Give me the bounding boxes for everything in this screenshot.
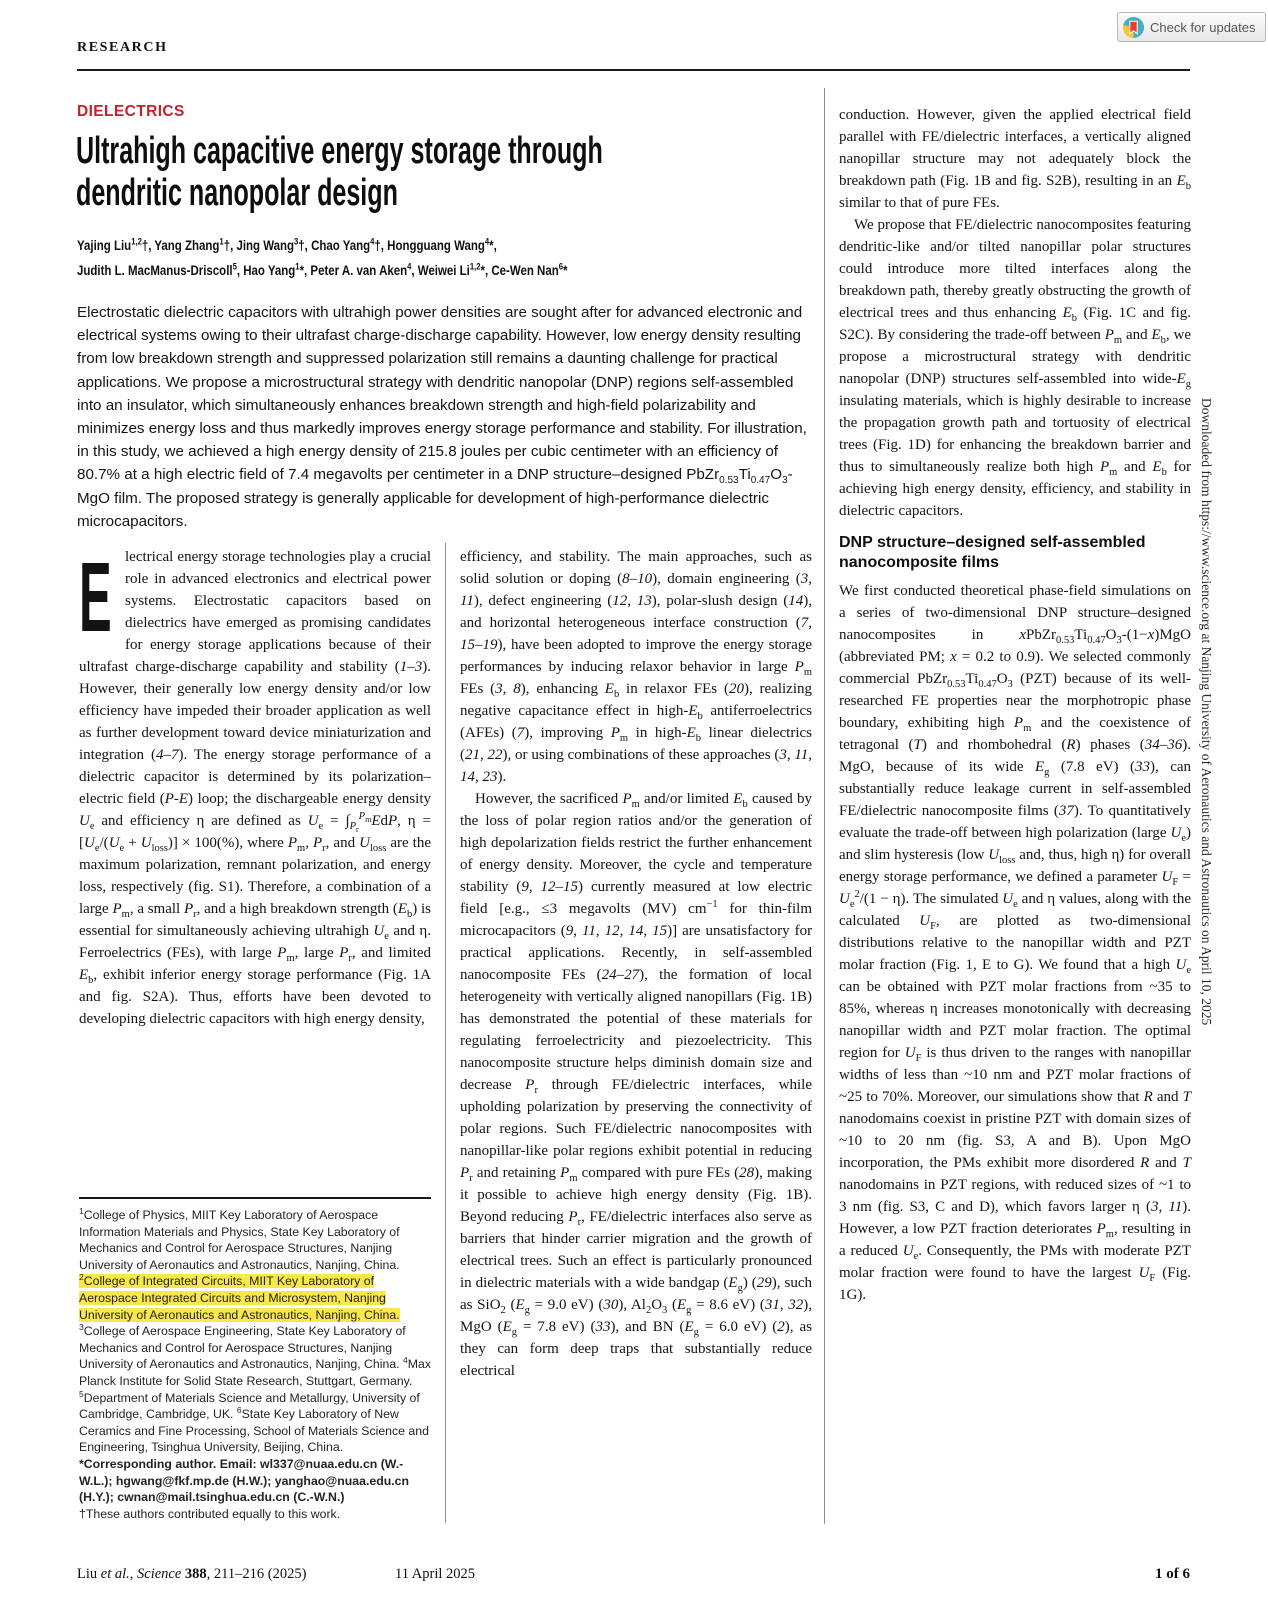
author-list [77, 233, 567, 283]
column-divider-2 [824, 88, 825, 1524]
crossmark-icon [1123, 17, 1144, 38]
body-paragraph-intro-text: lectrical energy storage technologies play a crucial role in advanced electronics and electrical power systems. Electrostatic capacitors based on dielectrics have emerged as promising candidates for energy storage applications because of their ultrafast charge-discharge capability and stability (1–3). However, their generally low energy density and/or low efficiency have impeded their broader application as well as further development toward device miniaturization and integration (4–7). The energy storage performance of a dielectric capacitor is determined by its polarization–electric field (P-E) loop; the dischargeable energy density $U_e$ and efficiency η are defined as $U_e = \int_{P_r}^{P_m}EdP$, $\eta = [U_e/(U_e + U_{loss})] \times 100(\%)$, where $P_m$, $P_r$, and $U_{loss}$ are the maximum polarization, remnant polarization, and energy loss, respectively (fig. S1). Therefore, a combination of a large $P_m$, a small $P_r$, and a high breakdown strength $(E_b)$ is essential for simultaneously achieving ultrahigh $U_e$ and η. Ferroelectrics (FEs), with large $P_m$, large $P_r$, and limited $E_b$, exhibit inferior energy storage performance (Fig. 1A and fig. S2A). Thus, efforts have been devoted to developing dielectric capacitors with high energy density, [79, 549, 432, 1027]
body-column-1 [79, 542, 432, 1030]
footnotes-block [79, 1207, 435, 1522]
page-footer [77, 1566, 1190, 1586]
footer-citation: Liu et al., Science 388, 211–216 (2025) [77, 1566, 307, 1582]
body-paragraph-limitations: However, the sacrificed $P_m$ and/or limited $E_b$ caused by the loss of polar region ratios and/or the generation of high depolarization fields restrict the further enhancement of energy density. Moreover, the cycle and temperature stability (9, 12–15) currently measured at low electric field [e.g., ≤3 megavolts (MV) $cm^{-1}$ for thin-film microcapacitors (9, 11, 12, 14, 15)] are unsatisfactory for practical applications. Recently, in self-assembled nanocomposite FEs (24–27), the formation of local heterogeneity with vertically aligned nanopillars (Fig. 1B) has demonstrated the potential of these materials for regulating ferroelectricity and piezoelectricity. This nanocomposite structure helps diminish domain size and decrease $P_r$ through FE/dielectric interfaces, while upholding polarization by preserving the connectivity of polar regions. Such FE/dielectric nanocomposites with nanopillar-like polar regions exhibit potential in reducing $P_r$ and retaining $P_m$ compared with pure FEs (28), making it possible to achieve high energy density (Fig. 1B). Beyond reducing $P_r$, FE/dielectric interfaces also serve as barriers that hinder carrier migration and the growth of electrical trees. Such an effect is particularly pronounced in dielectric materials with a wide bandgap $(E_g)$ (29), such as SiO$_2$ ($E_g = 9.0$ eV) (30), $Al_2O_3$ ($E_g = 8.6$ eV) (31, 32), MgO ($E_g = 7.8$ eV) (33), and BN ($E_g = 6.0$ eV) (2), as they can form deep traps that substantially reduce electrical [460, 791, 813, 1379]
drop-cap: E [79, 542, 112, 652]
masthead-section-label: RESEARCH [77, 40, 168, 55]
affiliations-note: $^1$College of Physics, MIIT Key Laboratory of Aerospace Information Materials and Physics, State Key Laboratory of Mechanics and Control for Aerospace Structures, Nanjing University of Aeronautics and Astronautics, Nanjing, China. $^2$College of Integrated Circuits, MIIT Key Laboratory of Aerospace Integrated Circuits and Microsystem, Nanjing University of Aeronautics and Astronautics, Nanjing, China. $^3$College of Aerospace Engineering, State Key Laboratory of Mechanics and Control for Aerospace Structures, Nanjing University of Aeronautics and Astronautics, Nanjing, China. $^4$Max Planck Institute for Solid State Research, Stuttgart, Germany. $^5$Department of Materials Science and Metallurgy, University of Cambridge, Cambridge, UK. $^6$State Key Laboratory of New Ceramics and Fine Processing, School of Materials Science and Engineering, Tsinghua University, Beijing, China. [79, 1205, 431, 1455]
body-paragraph-conduction: conduction. However, given the applied electrical field parallel with FE/dielectric interfaces, a vertically aligned nanopillar structure may not adequately block the breakdown path (Fig. 1B and fig. S2B), resulting in an $E_b$ similar to that of pure FEs. [839, 107, 1191, 211]
body-paragraph-intro [79, 542, 432, 1030]
author-list-line-1: Yajing Liu$^{1,2}$†, Yang Zhang$^1$†, Jing Wang$^3$†, Chao Yang$^4$†, Hongguang Wang$^4$*, [77, 236, 497, 253]
body-paragraph-simulations: We first conducted theoretical phase-field simulations on a series of two-dimensional DNP structure–designed nanocomposites in $xPbZr_{0.53}Ti_{0.47}O_3-(1-x)MgO$ (abbreviated PM; x = 0.2 to 0.9). We selected commonly commercial $PbZr_{0.53}Ti_{0.47}O_3$ (PZT) because of its well-researched FE properties near the morphotropic phase boundary, exhibiting high $P_m$ and the coexistence of tetragonal (T) and rhombohedral (R) phases (34–36). MgO, because of its wide $E_g$ (7.8 eV) (33), can substantially reduce leakage current in self-assembled FE/dielectric nanocomposite films (37). To quantitatively evaluate the trade-off between high polarization (large $U_e$) and slim hysteresis (low $U_{loss}$ and, thus, high η) for overall energy storage performance, we defined a parameter $U_F = U_e^2/(1 - \eta)$. The simulated $U_e$ and η values, along with the calculated $U_F$, are plotted as two-dimensional distributions relative to the nanopillar width and PZT molar fraction (Fig. 1, E to G). We found that a high $U_e$ can be obtained with PZT molar fractions from ~35 to 85%, whereas η increases monotonically with decreasing nanopillar width and PZT molar fraction. The optimal region for $U_F$ is thus driven to the ranges with nanopillar widths of less than ~10 nm and PZT molar fractions of ~25 to 70%. Moreover, our simulations show that R and T nanodomains coexist in pristine PZT with domain sizes of ~10 to 20 nm (fig. S3, A and B). Upon MgO incorporation, the PMs exhibit more disordered R and T nanodomains in PZT regions, with reduced sizes of ~1 to 3 nm (fig. S3, C and D), which favors larger η (3, 11). However, a low PZT fraction deteriorates $P_m$, resulting in a reduced $U_e$. Consequently, the PMs with moderate PZT molar fraction were found to have the largest $U_F$ (Fig. 1G). [839, 583, 1192, 1303]
equal-contribution-note: †These authors contributed equally to this work. [79, 1506, 341, 1521]
footnote-rule [79, 1197, 431, 1199]
footer-date: 11 April 2025 [395, 1566, 476, 1582]
article-title [76, 130, 603, 214]
author-list-line-2: Judith L. MacManus-Driscoll$^5$, Hao Yang$^1$*, Peter A. van Aken$^4$, Weiwei Li$^{1,2}$*, Ce-Wen Nan$^6$* [77, 261, 568, 278]
body-column-3 [839, 104, 1191, 1306]
download-notice: Downloaded from https://www.science.org at Nanjing University of Aeronautics and Astronautics on April 10, 2025 [1199, 398, 1214, 1026]
section-heading-dnp-films: DNP structure–designed self-assembled nanocomposite films [839, 534, 1146, 571]
check-for-updates-label: Check for updates [1150, 19, 1256, 35]
article-title-line-2: dendritic nanopolar design [76, 172, 398, 214]
corresponding-author-note: *Corresponding author. Email: wl337@nuaa.edu.cn (W.-W.L.); hgwang@fkf.mp.de (H.W.); yanghao@nuaa.edu.cn (H.Y.); cwnan@mail.tsinghua.edu.cn (C.-W.N.) [79, 1456, 410, 1505]
article-category-label: DIELECTRICS [77, 103, 185, 120]
body-column-2 [460, 546, 812, 1382]
check-for-updates-button[interactable] [1117, 12, 1266, 42]
abstract-text: Electrostatic dielectric capacitors with ultrahigh power densities are sought after for advanced electronic and electrical systems owing to their ultrafast charge-discharge capability. However, low energy density resulting from low breakdown strength and suppressed polarization still remains a daunting challenge for practical applications. We propose a microstructural strategy with dendritic nanopolar (DNP) regions self-assembled into an insulator, which simultaneously enhances breakdown strength and high-field polarizability and minimizes energy loss and thus markedly improves energy storage performance and stability. For illustration, in this study, we achieved a high energy density of 215.8 joules per cubic centimeter with an efficiency of 80.7% at a high electric field of 7.4 megavolts per centimeter in a DNP structure–designed $PbZr_{0.53}Ti_{0.47}O_3$-MgO film. The proposed strategy is generally applicable for development of high-performance dielectric microcapacitors. [77, 304, 807, 530]
body-paragraph-approaches: efficiency, and stability. The main approaches, such as solid solution or doping (8–10), domain engineering (3, 11), defect engineering (12, 13), polar-slush design (14), and horizontal heterogeneous interface construction (7, 15–19), have been adopted to improve the energy storage performances by inducing relaxor behavior in large $P_m$ FEs (3, 8), enhancing $E_b$ in relaxor FEs (20), realizing negative capacitance effect in high-$E_b$ antiferroelectrics (AFEs) (7), improving $P_m$ in high-$E_b$ linear dielectrics (21, 22), or using combinations of these approaches (3, 11, 14, 23). [460, 549, 813, 785]
article-title-line-1: Ultrahigh capacitive energy storage through [76, 130, 603, 172]
footer-page-indicator: 1 of 6 [1155, 1566, 1190, 1582]
body-paragraph-proposal: We propose that FE/dielectric nanocomposites featuring dendritic-like and/or tilted nanopillar polar structures could introduce more tilted interfaces along the breakdown path, thereby greatly obstructing the growth of electrical trees and thus enhancing $E_b$ (Fig. 1C and fig. S2C). By considering the trade-off between $P_m$ and $E_b$, we propose a microstructural strategy with dendritic nanopolar (DNP) structures self-assembled into wide-$E_g$ insulating materials, which is highly desirable to increase the propagation growth path and tortuosity of electrical trees (Fig. 1D) for enhancing the breakdown barrier and thus to simultaneously realize both high $P_m$ and $E_b$ for achieving high energy density, efficiency, and stability in dielectric capacitors. [839, 217, 1191, 519]
masthead-rule [77, 69, 1190, 71]
column-divider-1 [445, 543, 446, 1523]
